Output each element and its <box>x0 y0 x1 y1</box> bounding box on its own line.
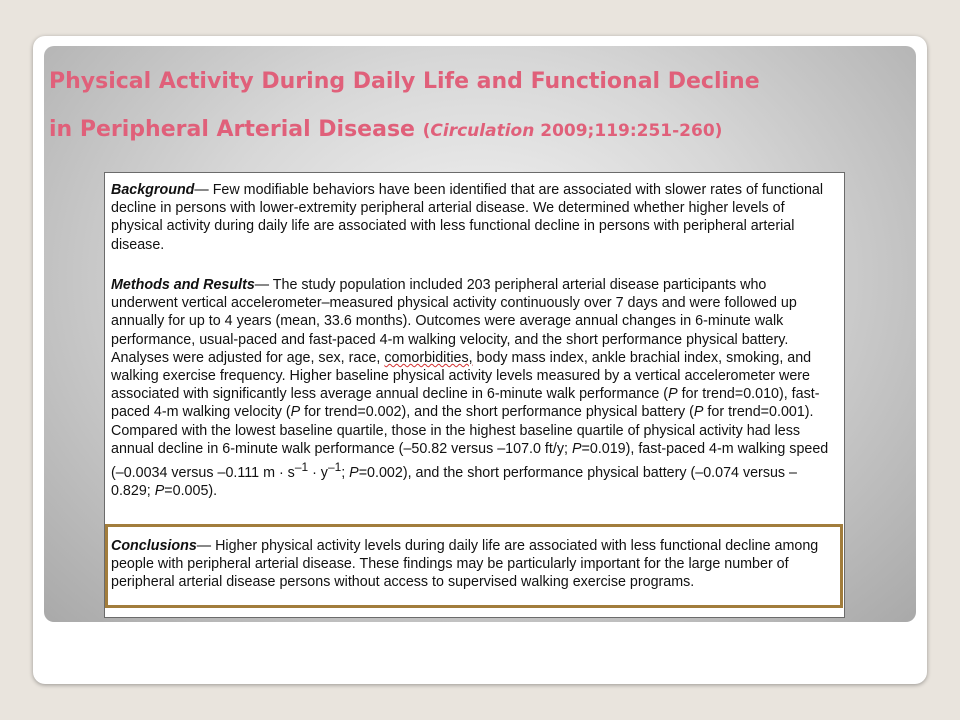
abstract-methods-results: Methods and Results— The study population included 203 peripheral arterial disease participants who underwent vertical accelerometer–measured physical activity continuously over 7 days and were followed up annually for up to 4 years (mean, 33.6 months). Outcomes were average annual changes in 6-minute walk performance, usual-paced and fast-paced 4-m walking velocity, and the short performance physical battery. Analyses were adjusted for age, sex, race, comorbidities, body mass index, ankle brachial index, smoking, and walking exercise frequency. Higher baseline physical activity levels measured by a vertical accelerometer were associated with significantly less average annual decline in 6-minute walk performance (P for trend=0.010), fast-paced 4-m walking velocity (P for trend=0.002), and the short performance physical battery (P for trend=0.001). Compared with the lowest baseline quartile, those in the highest baseline quartile of physical activity had less annual decline in 6-minute walk performance (–50.82 versus –107.0 ft/y; P=0.019), fast-paced 4-m walking speed (–0.0034 versus –0.111 $m \cdot s^{-1} \cdot y^{-1}$; P=0.002), and the short performance physical battery (–0.074 versus –0.829; P=0.005). <box>111 277 829 499</box>
title-line-1: Physical Activity During Daily Life and Functional Decline <box>49 69 760 94</box>
spellcheck-flagged-word: comorbidities, <box>384 349 473 366</box>
abstract-background <box>111 181 835 254</box>
background-text: — Few modifiable behaviors have been identified that are associated with slower rates of functional decline in persons with lower-extremity peripheral arterial disease. We determined whether higher levels of physical activity during daily life are associated with less functional decline in persons with peripheral arterial disease. <box>111 182 824 253</box>
slide-title <box>49 58 919 155</box>
title-line-2: in Peripheral Arterial Disease <box>49 117 415 142</box>
methods-heading: Methods and Results <box>111 277 255 293</box>
conclusions-heading: Conclusions <box>111 538 197 554</box>
background-heading: Background <box>111 182 195 198</box>
abstract-image <box>104 172 845 618</box>
citation: (Circulation 2009;119:251-260) <box>422 121 723 141</box>
conclusions-text: — Higher physical activity levels during daily life are associated with less functional decline among people with peripheral arterial disease. These findings may be particularly important for the large number of peripheral arterial disease persons without access to supervised walking exercise programs. <box>111 538 819 591</box>
abstract-conclusions <box>111 537 835 592</box>
citation-journal: Circulation <box>430 121 535 141</box>
